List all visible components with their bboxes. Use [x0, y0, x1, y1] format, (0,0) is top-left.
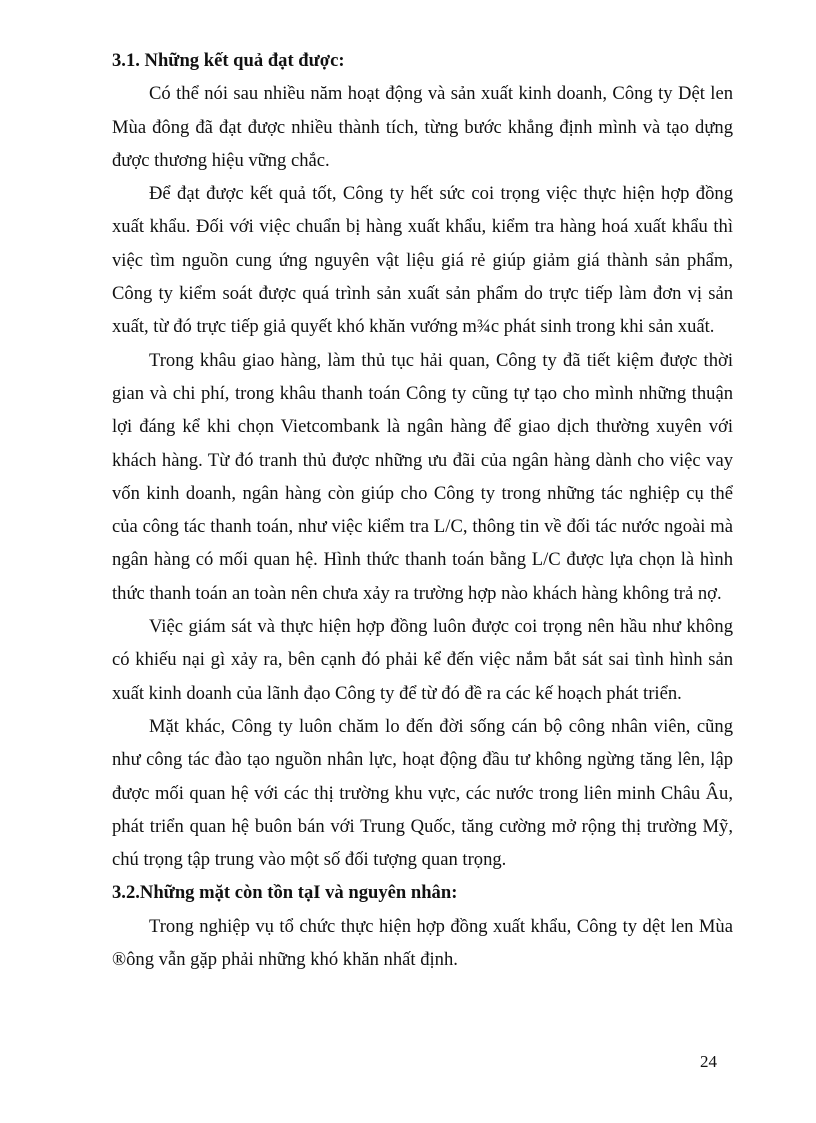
paragraph-workforce-markets: Mặt khác, Công ty luôn chăm lo đến đời sống cán bộ công nhân viên, cũng như công tác đào tạo nguồn nhân lực, hoạt động đầu tư không ngừng tăng lên, lập được mối quan hệ với các thị trường khu vực, các nước trong liên minh Châu Âu, phát triển quan hệ buôn bán với Trung Quốc, tăng cường mở rộng thị trường Mỹ, chú trọng tập trung vào một số đối tượng quan trọng. — [112, 715, 733, 871]
page-number: 24 — [700, 1052, 717, 1071]
paragraph-supervision: Việc giám sát và thực hiện hợp đồng luôn được coi trọng nên hầu như không có khiếu nại gì xảy ra, bên cạnh đó phải kể đến việc nắm bắt sát sai tình hình sản xuất kinh doanh của lãnh đạo Công ty để từ đó đề ra các kế hoạch phát triển. — [112, 616, 733, 704]
paragraph-export-contracts: Để đạt được kết quả tốt, Công ty hết sức coi trọng việc thực hiện hợp đồng xuất khẩu. Đối với việc chuẩn bị hàng xuất khẩu, kiểm tra hàng hoá xuất khẩu thì việc tìm nguồn cung ứng nguyên vật liệu giá rẻ giúp giảm giá thành sản phẩm, Công ty kiểm soát được quá trình sản xuất sản phẩm do trực tiếp làm đơn vị sản xuất, từ đó trực tiếp giả quyết khó khăn vướng m¾c phát sinh trong khi sản xuất. — [112, 183, 733, 338]
paragraph-delivery-payment: Trong khâu giao hàng, làm thủ tục hải quan, Công ty đã tiết kiệm được thời gian và chi phí, trong khâu thanh toán Công ty cũng tự tạo cho mình những thuận lợi đáng kể khi chọn Vietcombank là ngân hàng để giao dịch thường xuyên với khách hàng. Từ đó tranh thủ được những ưu đãi của ngân hàng dành cho việc vay vốn kinh doanh, ngân hàng còn giúp cho Công ty trong những tác nghiệp cụ thể của công tác thanh toán, như việc kiểm tra L/C, thông tin về đối tác nước ngoài mà ngân hàng có mối quan hệ. Hình thức thanh toán bằng L/C được lựa chọn là hình thức thanh toán an toàn nên chưa xảy ra trường hợp nào khách hàng không trả nợ. — [112, 349, 733, 604]
section-heading-shortcomings: 3.2.Những mặt còn tồn tạI và nguyên nhân: — [112, 882, 458, 904]
paragraph-achievements: Có thể nói sau nhiều năm hoạt động và sản xuất kinh doanh, Công ty Dệt len Mùa đông đã đạt được nhiều thành tích, từng bước khẳng định mình và tạo dựng được thương hiệu vững chắc. — [112, 83, 733, 171]
document-page — [112, 44, 733, 976]
paragraph-difficulties: Trong nghiệp vụ tổ chức thực hiện hợp đồng xuất khẩu, Công ty dệt len Mùa ®ông vẫn gặp phải những khó khăn nhất định. — [112, 915, 733, 971]
section-heading-results: 3.1. Những kết quả đạt được: — [112, 50, 345, 71]
